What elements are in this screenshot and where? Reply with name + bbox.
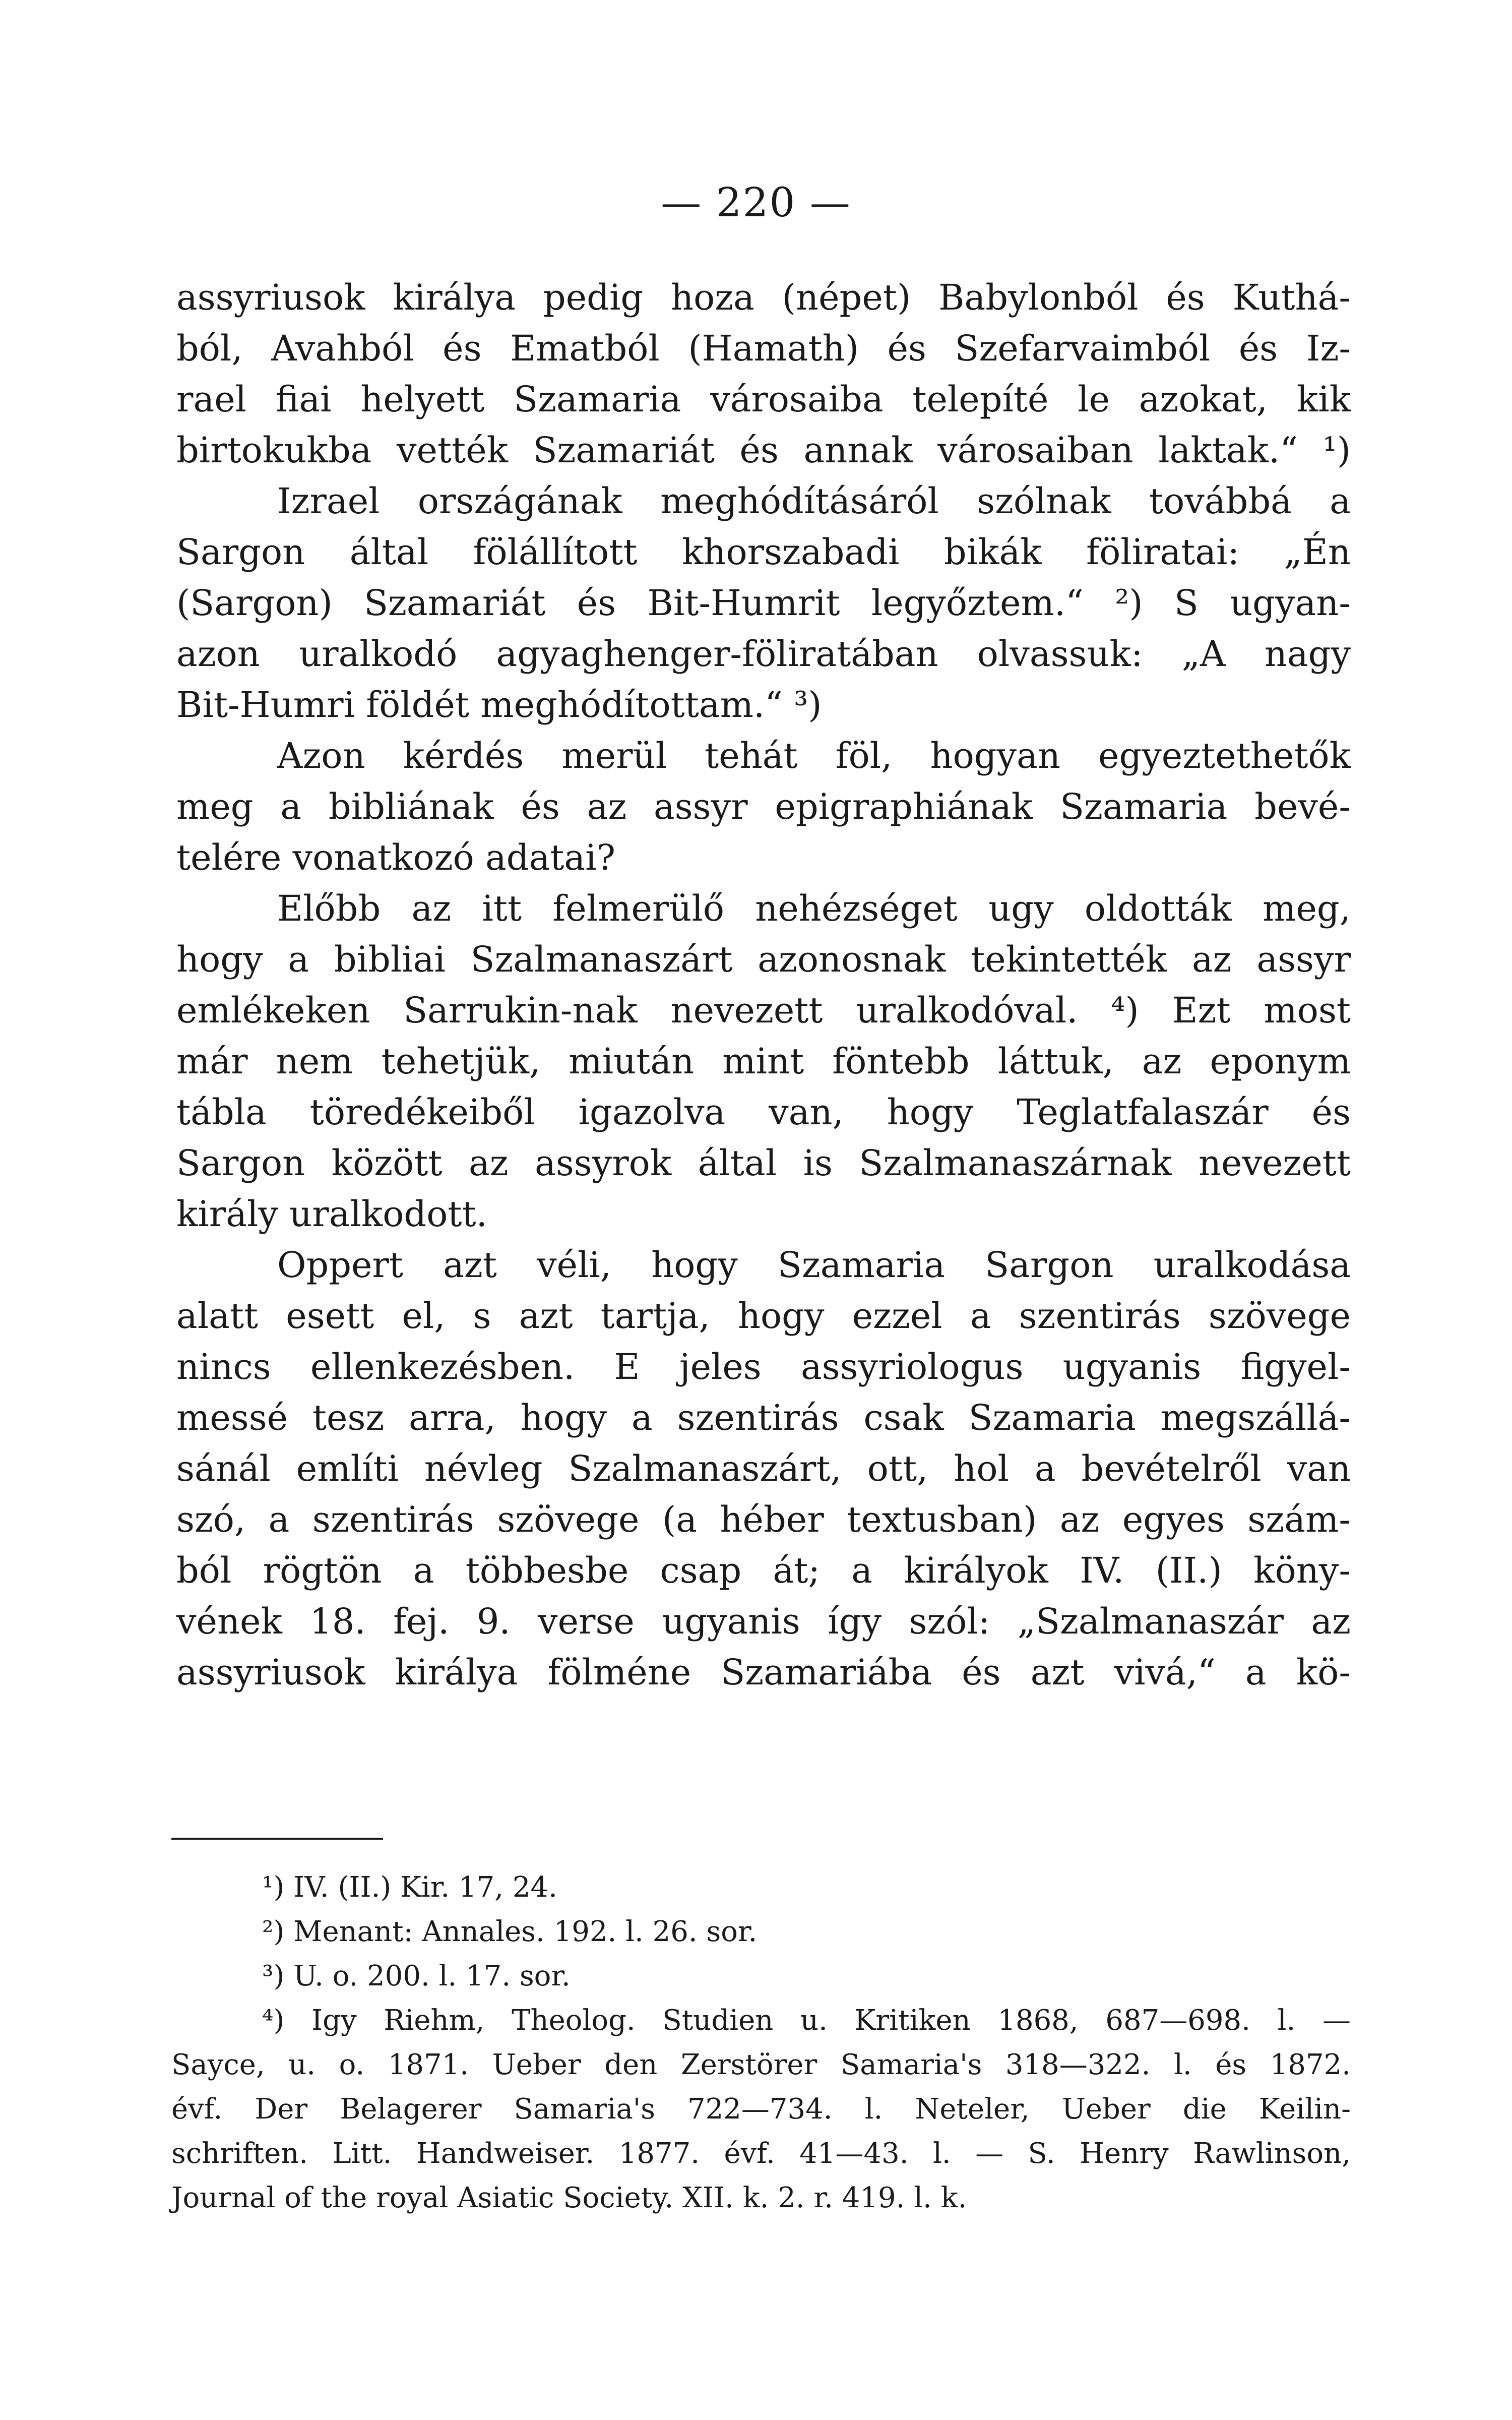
text-line: azon uralkodó agyaghenger-föliratában olvassuk: „A nagy bbox=[176, 633, 1351, 675]
text-line: már nem tehetjük, miután mint föntebb láttuk, az eponym bbox=[176, 1041, 1351, 1082]
text-line: alatt esett el, s azt tartja, hogy ezzel a szentirás szövege bbox=[176, 1295, 1351, 1337]
footnote-line: Journal of the royal Asiatic Society. XII. k. 2. r. 419. l. k. bbox=[171, 2182, 967, 2214]
text-line: Izrael országának meghódításáról szólnak továbbá a bbox=[277, 480, 1351, 522]
text-line: rael fiai helyett Szamaria városaiba telepíté le azokat, kik bbox=[176, 379, 1351, 420]
text-line: Sargon által fölállított khorszabadi bikák föliratai: „Én bbox=[176, 531, 1351, 573]
text-line: Azon kérdés merül tehát föl, hogyan egyeztethetők bbox=[277, 735, 1351, 776]
text-line: hogy a bibliai Szalmanaszárt azonosnak tekintették az assyr bbox=[176, 939, 1351, 980]
text-line: Sargon között az assyrok által is Szalmanaszárnak nevezett bbox=[176, 1142, 1351, 1184]
footnote-line: ⁴) Igy Riehm, Theolog. Studien u. Kritiken 1868, 687—698. l. — bbox=[262, 2004, 1351, 2037]
text-line: ból rögtön a többesbe csap át; a királyok IV. (II.) köny- bbox=[176, 1550, 1351, 1591]
page-number: — 220 — bbox=[661, 179, 851, 226]
footnote-line: ¹) IV. (II.) Kir. 17, 24. bbox=[262, 1871, 557, 1904]
text-line: Oppert azt véli, hogy Szamaria Sargon uralkodása bbox=[277, 1244, 1351, 1286]
text-line: assyriusok királya fölméne Szamariába és azt vivá,“ a kö- bbox=[176, 1652, 1351, 1693]
text-line: király uralkodott. bbox=[176, 1193, 487, 1235]
text-line: vének 18. fej. 9. verse ugyanis így szól: „Szalmanaszár az bbox=[176, 1601, 1351, 1642]
text-line: assyriusok királya pedig hoza (népet) Babylonból és Kuthá- bbox=[176, 277, 1351, 318]
text-line: Előbb az itt felmerülő nehézséget ugy oldották meg, bbox=[277, 888, 1351, 929]
footnotes bbox=[171, 1865, 1351, 2220]
text-line: sánál említi névleg Szalmanaszárt, ott, hol a bevételről van bbox=[176, 1448, 1351, 1489]
text-line: szó, a szentirás szövege (a héber textusban) az egyes szám- bbox=[176, 1499, 1351, 1540]
footnote-divider bbox=[171, 1838, 383, 1840]
text-line: (Sargon) Szamariát és Bit-Humrit legyőztem.“ ²) S ugyan- bbox=[176, 582, 1351, 624]
text-line: nincs ellenkezésben. E jeles assyriologus ugyanis figyel- bbox=[176, 1346, 1351, 1387]
text-line: tábla töredékeiből igazolva van, hogy Teglatfalaszár és bbox=[176, 1092, 1351, 1133]
text-line: birtokukba vették Szamariát és annak városaiban laktak.“ ¹) bbox=[176, 430, 1351, 471]
footnote-line: Sayce, u. o. 1871. Ueber den Zerstörer Samaria's 318—322. l. és 1872. bbox=[171, 2048, 1351, 2081]
footnote-line: ³) U. o. 200. l. 17. sor. bbox=[262, 1960, 571, 1992]
text-line: Bit-Humri földét meghódítottam.“ ³) bbox=[176, 684, 822, 725]
text-line: meg a bibliának és az assyr epigraphiának Szamaria bevé- bbox=[176, 786, 1351, 827]
text-line: ból, Avahból és Ematból (Hamath) és Szefarvaimból és Iz- bbox=[176, 328, 1351, 369]
text-line: messé tesz arra, hogy a szentirás csak Szamaria megszállá- bbox=[176, 1397, 1351, 1438]
text-line: emlékeken Sarrukin-nak nevezett uralkodóval. ⁴) Ezt most bbox=[176, 990, 1351, 1031]
body-text bbox=[176, 272, 1351, 1698]
text-line: telére vonatkozó adatai? bbox=[176, 837, 616, 878]
footnote-line: ²) Menant: Annales. 192. l. 26. sor. bbox=[262, 1915, 758, 1948]
footnote-line: schriften. Litt. Handweiser. 1877. évf. 41—43. l. — S. Henry Rawlinson, bbox=[171, 2137, 1351, 2170]
footnote-line: évf. Der Belagerer Samaria's 722—734. l. Neteler, Ueber die Keilin- bbox=[171, 2093, 1351, 2126]
